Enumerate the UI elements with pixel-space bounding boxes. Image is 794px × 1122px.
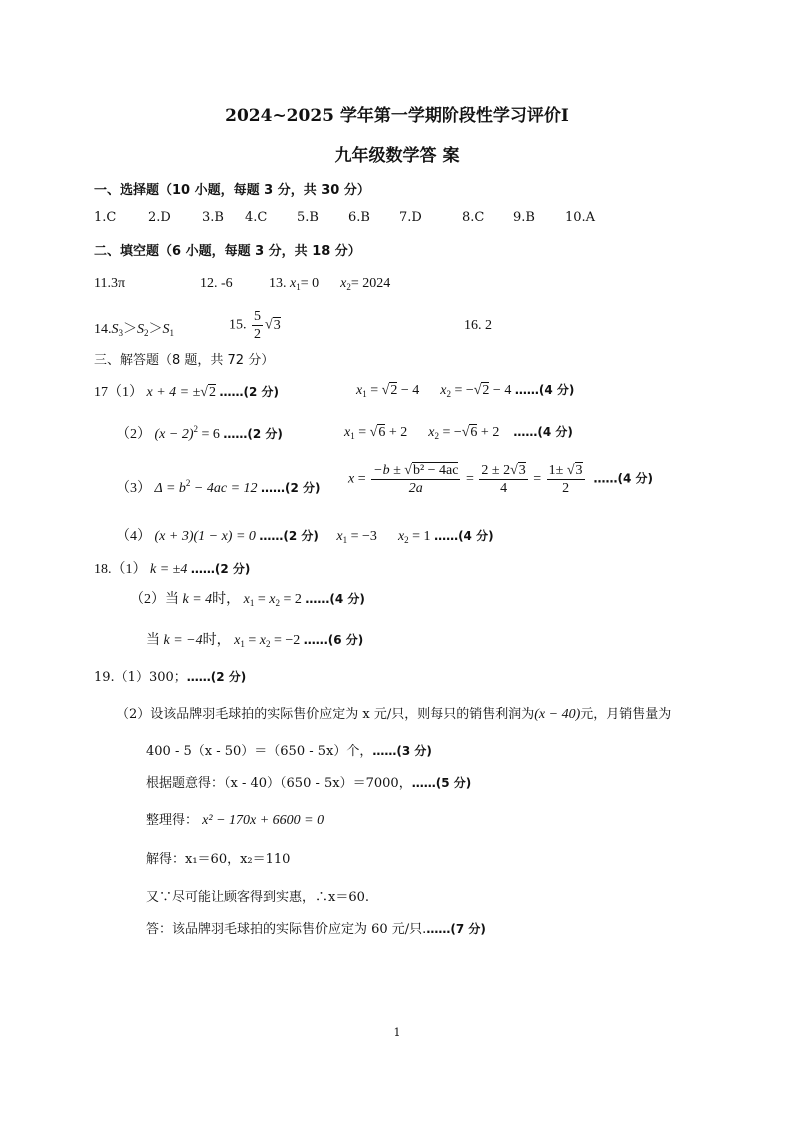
q17-p2-label: （2） (116, 427, 151, 442)
q19-p2-profit-expr: (x − 40) (534, 707, 581, 722)
fraction-numerator-radicand: b² − 4ac (412, 463, 459, 478)
q19-part1 (94, 666, 246, 685)
q17-p4-x2: = 1 (408, 529, 431, 544)
fraction-denominator: 2 (254, 327, 261, 342)
answer-4: 4.C (245, 210, 268, 225)
q17-p2-x2-radicand: 6 (470, 425, 478, 440)
fraction-numerator-radicand: 3 (518, 463, 526, 478)
score-mark: ……(5 分) (411, 776, 472, 790)
final-fraction: $\frac{1\pm √3}{2}$ (548, 463, 583, 496)
q17-p1-x1-tail: − 4 (397, 383, 420, 398)
section3-heading: 三、解答题（8 题，共 72 分） (94, 353, 275, 368)
answer-15-fraction (252, 308, 263, 343)
answer-12: 12. -6 (200, 276, 233, 291)
q17-p3-equation-tail: − 4ac = 12 (190, 481, 258, 496)
simplified-fraction: $\frac{2 \pm 2√3}{4}$ (481, 463, 526, 496)
q17-part4: （4） (x + 3)(1 − x) = 0 ……(2 分) $x_1 = -3$ $x_2 = 1$ ……(4 分) (116, 529, 494, 545)
q19-part2-intro (116, 703, 671, 723)
q18-p3-equation: = −2 (270, 633, 301, 648)
q19-p2-text: （2）设该品牌羽毛球拍的实际售价应定为 x 元/只，则每只的销售利润为 (116, 707, 535, 722)
answer-13-label: 13. (269, 276, 287, 291)
score-mark: ……(6 分) (303, 633, 364, 647)
fraction-numerator: 2 ± 2 (481, 463, 511, 478)
answer-5: 5.B (297, 210, 319, 225)
q19-p2-text-end: 元，月销售量为 (580, 707, 672, 722)
section2-heading: 二、填空题（6 小题，每题 3 分，共 18 分） (94, 244, 361, 259)
score-mark: ……(2 分) (190, 562, 251, 576)
q19-line6-text: 答：该品牌羽毛球拍的实际售价应定为 60 元/只. (146, 922, 427, 937)
q19-p1-text: 19.（1）300； (94, 670, 187, 685)
score-mark: ……(4 分) (513, 425, 573, 439)
answer-6: 6.B (348, 210, 370, 225)
q18-p3-mid: 时， (202, 633, 231, 648)
q17-p1-x1-eq: = (366, 383, 382, 398)
fraction-denominator: 4 (500, 481, 508, 496)
answer-13: 13. $x_1= 0$ $x_2= 2024$ (269, 276, 391, 292)
fraction-numerator: 5 (254, 309, 261, 324)
score-mark: ……(7 分) (426, 922, 486, 936)
q19-line3-equation: x² − 170x + 6600 = 0 (202, 813, 325, 828)
fraction-numerator: 1± (548, 463, 567, 478)
answer-13-x2: = 2024 (350, 276, 391, 291)
q17-part3: （3） $\Delta = b^2 - 4ac = 12$ ……(2 分) (116, 478, 321, 496)
q18-p2-k: k = 4 (182, 592, 213, 607)
q17-p4-equation: (x + 3)(1 − x) = 0 (154, 529, 256, 544)
q19-line5: 又∵尽可能让顾客得到实惠，∴x＝60. (146, 890, 370, 905)
answer-15: 15. $\frac{5}{2}$ √3 (229, 309, 281, 342)
page-number: 1 (393, 1026, 401, 1039)
answer-16: 16. 2 (464, 318, 492, 333)
q17-p2-equation-tail: = 6 (198, 427, 220, 442)
score-mark: ……(3 分) (372, 744, 432, 758)
q18-p2-equation: = 2 (280, 592, 302, 607)
fraction-denominator: 2 (562, 481, 570, 496)
answer-13-x1: = 0 (300, 276, 320, 291)
q17-p1-x2-radicand: 2 (482, 383, 490, 398)
answer-15-label: 15. (229, 317, 247, 333)
q17-p1-radicand: 2 (208, 385, 216, 400)
document-title: 2024~2025 学年第一学期阶段性学习评价I (225, 106, 569, 126)
score-mark: ……(2 分) (259, 529, 319, 543)
document-subtitle: 九年级数学答 案 (334, 146, 460, 166)
q19-line1-text: 400 - 5（x - 50）＝（650 - 5x）个， (146, 744, 373, 759)
answer-15-radicand: 3 (273, 317, 281, 333)
q18-part1 (94, 558, 250, 578)
q17-part1-roots: $x_1 = √2 - 4$ $x_2 = -√2 - 4$ ……(4 分) (356, 383, 575, 399)
fraction-denominator: 2a (408, 481, 423, 496)
answer-1: 1.C (94, 210, 117, 225)
q18-part2: （2）当 k = 4时， $x_1 = x_2 = 2$ ……(4 分) (130, 592, 365, 608)
q17-p3-label: （3） (116, 481, 151, 496)
q17-p1-x1-radicand: 2 (390, 383, 398, 398)
section1-heading: 一、选择题（10 小题，每题 3 分，共 30 分） (94, 183, 370, 198)
answer-11-label: 11. (94, 276, 111, 291)
answer-2: 2.D (148, 210, 171, 225)
score-mark: ……(2 分) (186, 670, 247, 684)
q17-p1-equation: x + 4 = ± (146, 385, 201, 400)
q18-p1-equation: k = ±4 (150, 562, 188, 577)
q17-part3-formula: x = $\frac{\text{−b ± √b² − 4ac}}{2a}$ = $\frac{2 \pm 2√3}{4}$ = $\frac{1\pm √3}{2}$ ……(4 分) (348, 463, 654, 496)
score-mark: ……(4 分) (434, 529, 494, 543)
q17-p2-equation: (x − 2) (154, 427, 194, 442)
score-mark: ……(4 分) (514, 383, 575, 397)
q18-p2-mid: 时， (212, 592, 241, 607)
q17-part2: （2） $(x - 2)^2 = 6$ ……(2 分) (116, 424, 283, 442)
answer-9: 9.B (513, 210, 535, 225)
q18-p3-label: 当 (146, 633, 160, 648)
score-mark: ……(2 分) (261, 481, 321, 495)
score-mark: ……(4 分) (593, 471, 654, 486)
q19-line6 (146, 918, 486, 937)
answer-14-label: 14. (94, 322, 112, 337)
q19-line2-text: 根据题意得：（x - 40）（650 - 5x）＝7000， (146, 776, 412, 791)
answer-10: 10.A (565, 210, 596, 225)
quadratic-formula-fraction: $\frac{\text{−b ± √b² − 4ac}}{2a}$ (373, 463, 459, 496)
q18-part3: 当 k = −4时， $x_1 = x_2 = -2$ ……(6 分) (146, 633, 364, 649)
answer-8: 8.C (462, 210, 485, 225)
q17-p2-x2-tail: + 2 (477, 425, 500, 440)
q17-part1: 17（1） x + 4 = ±√2 ……(2 分) (94, 385, 279, 400)
q17-p4-label: （4） (116, 529, 151, 544)
q18-p3-k: k = −4 (163, 633, 203, 648)
q17-p2-x1-tail: + 2 (385, 425, 408, 440)
q19-line4: 解得：x₁＝60，x₂＝110 (146, 852, 291, 867)
q17-label: 17（1） (94, 385, 143, 400)
q17-p1-x2-eq: = − (450, 383, 474, 398)
q17-p1-x2-tail: − 4 (489, 383, 512, 398)
answer-11 (94, 276, 125, 292)
answer-14: $14.S_3>S_2>S_1$ (94, 322, 174, 338)
score-mark: ……(4 分) (305, 592, 365, 606)
q18-p2-label: （2）当 (130, 592, 179, 607)
answer-3: 3.B (202, 210, 224, 225)
score-mark: ……(2 分) (223, 427, 283, 441)
fraction-numerator-radicand: 3 (575, 463, 583, 478)
score-mark: ……(2 分) (219, 385, 279, 399)
q17-part2-roots: $x_1 = √6 + 2$ $x_2 = -√6 + 2$ ……(4 分) (344, 425, 573, 441)
answer-11-value: 3π (110, 276, 126, 291)
q18-label: 18.（1） (94, 562, 147, 577)
q17-p4-x1: = −3 (347, 529, 377, 544)
q19-line3-label: 整理得： (146, 813, 199, 828)
q17-p3-equation: Δ = b (154, 481, 186, 496)
q17-p2-x1-radicand: 6 (378, 425, 386, 440)
answer-7: 7.D (399, 210, 422, 225)
q19-line2 (146, 772, 471, 791)
q19-line3 (146, 809, 324, 829)
fraction-numerator: −b ± (373, 463, 405, 478)
q19-line1 (146, 740, 432, 759)
